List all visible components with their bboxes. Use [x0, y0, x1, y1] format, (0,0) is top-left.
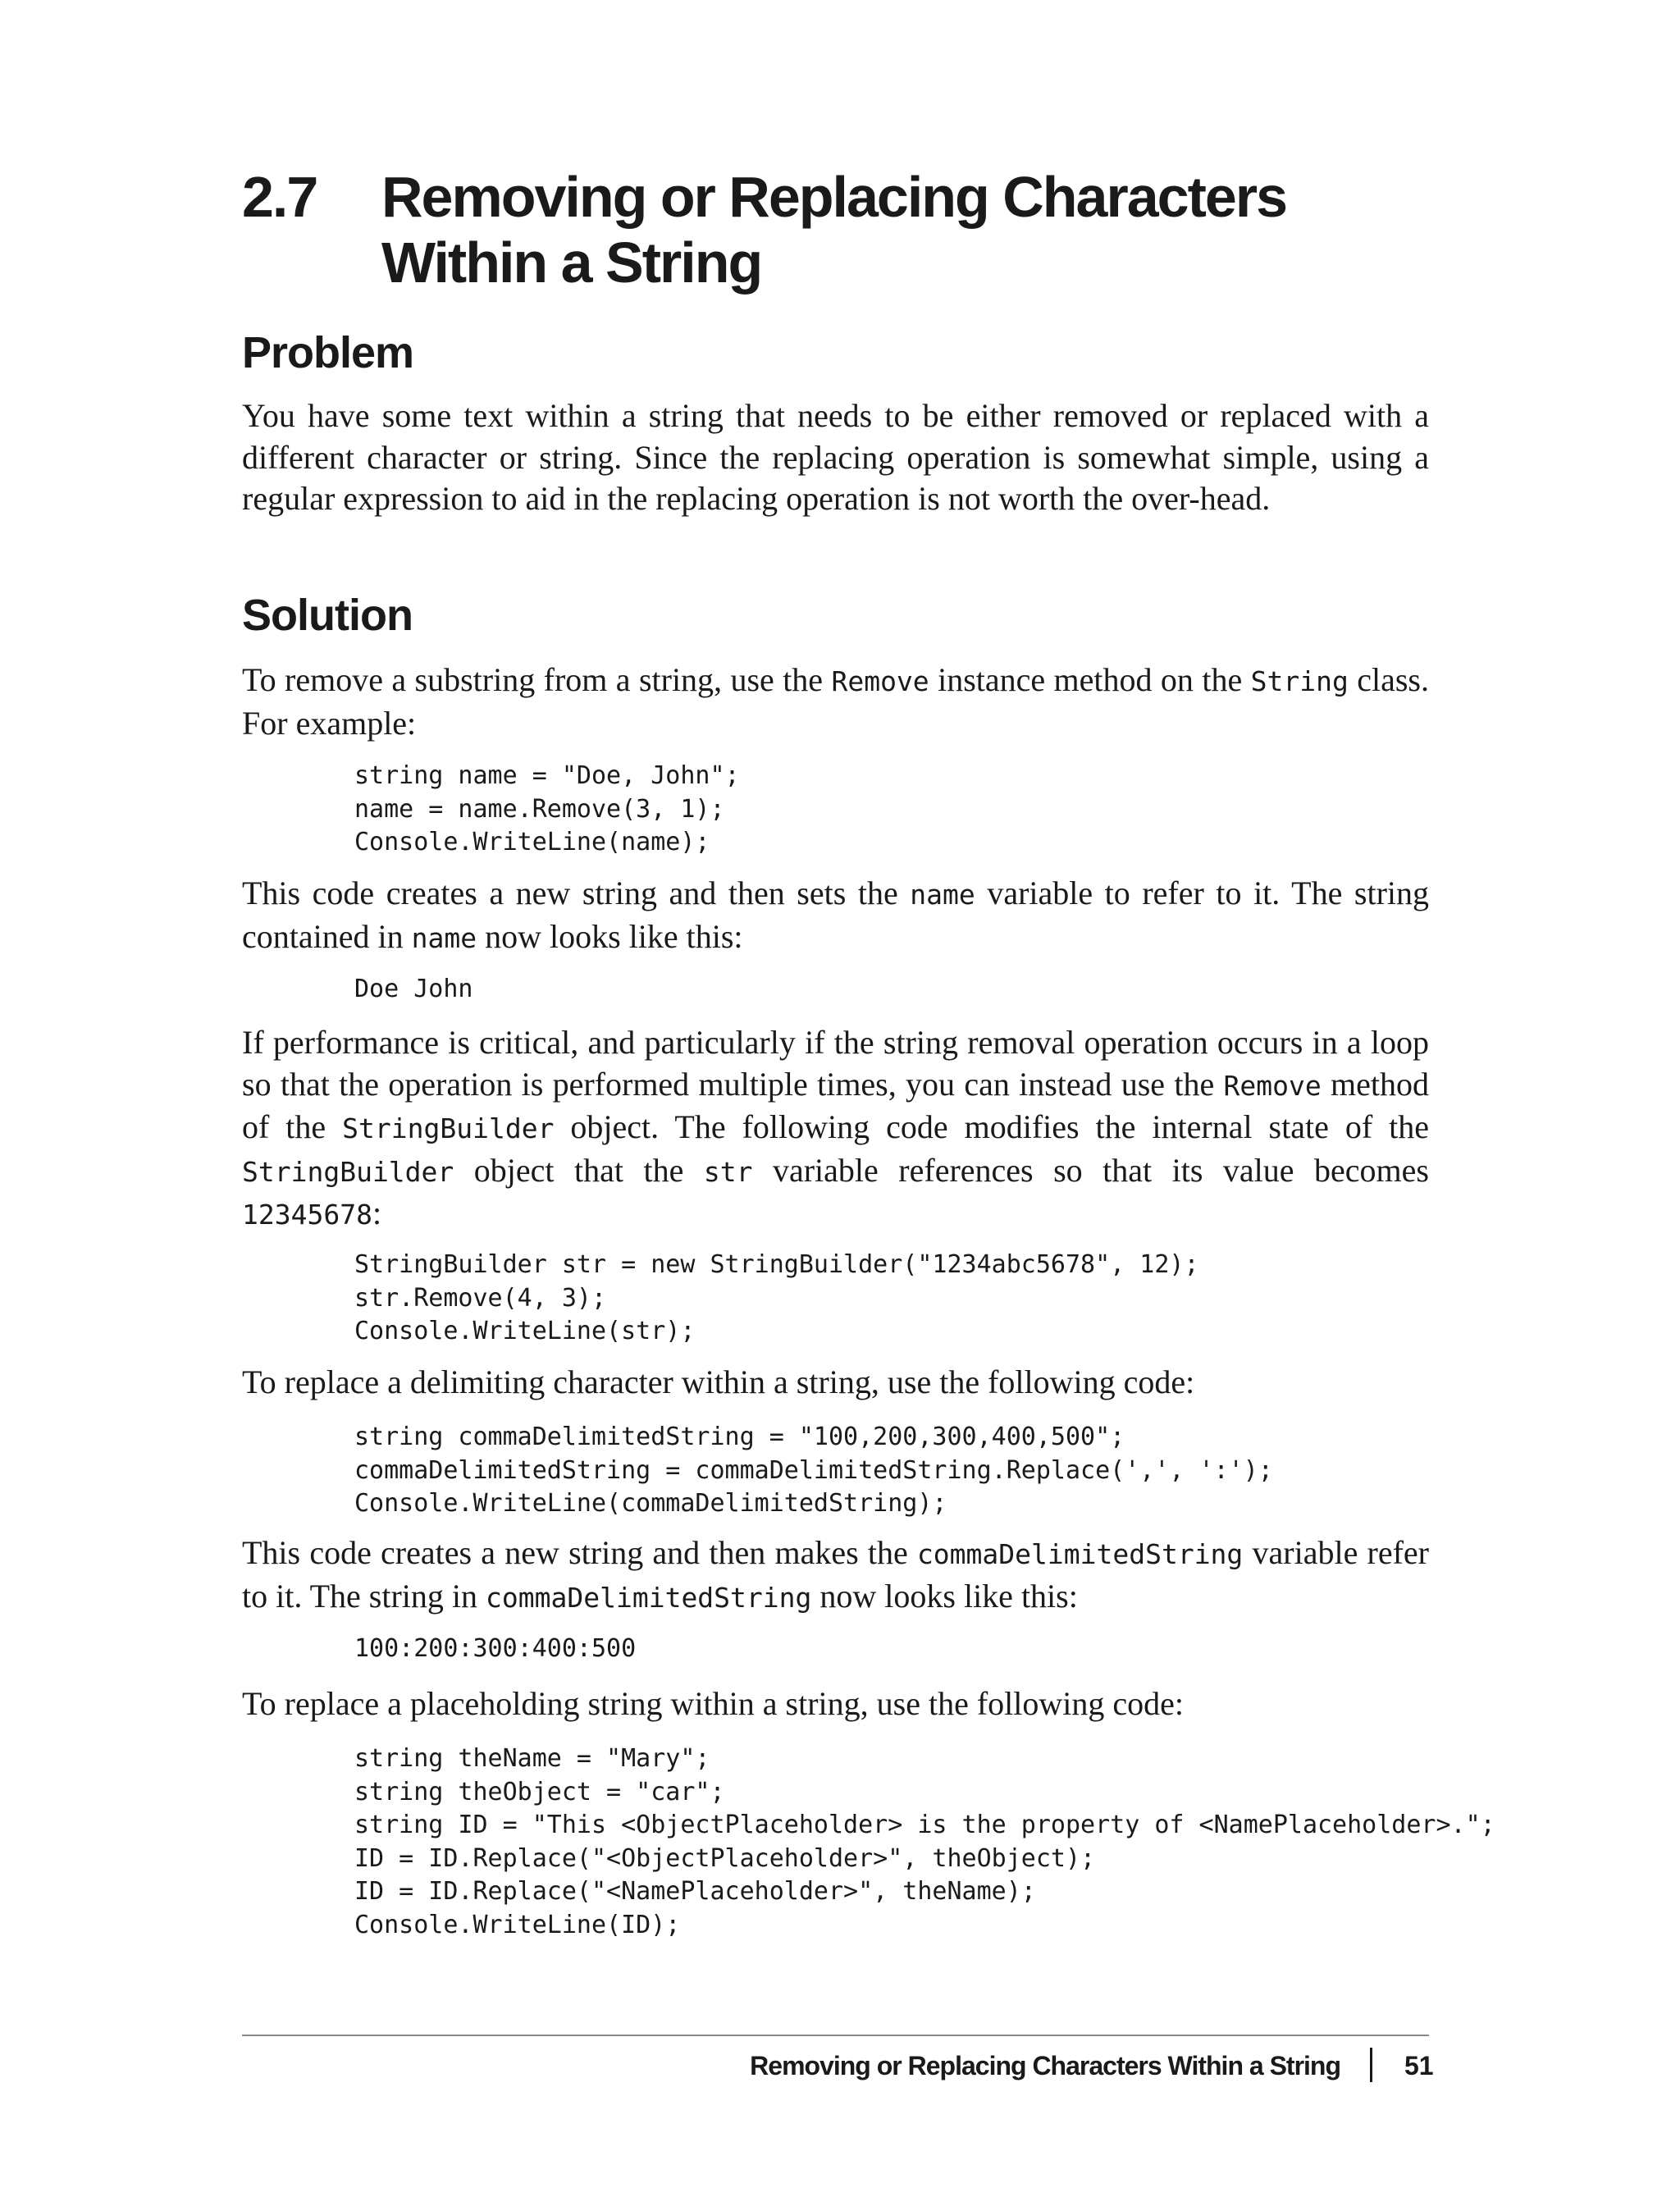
code-block-output-1: Doe John [354, 975, 473, 1003]
code-block-replace-string: string theName = "Mary"; string theObject = "car"; string ID = "This <ObjectPlaceholder> is the property of <NamePlaceholder>."; ID = ID.Replace("<ObjectPlaceholder>", theObject); ID = ID.Replace("<NamePlaceholder>", theName); Console.WriteLine(ID); [354, 1744, 1495, 1939]
footer-running-title: Removing or Replacing Characters Within a String [750, 2051, 1340, 2080]
inline-code: StringBuilder [342, 1112, 555, 1144]
inline-code: name [910, 879, 975, 911]
solution-paragraph-3 [242, 1022, 1429, 1236]
page-number: 51 [1404, 2051, 1434, 2080]
inline-code: 12345678 [242, 1199, 372, 1231]
text-run: now looks like this: [477, 917, 743, 955]
code-block-remove: string name = "Doe, John"; name = name.Remove(3, 1); Console.WriteLine(name); [354, 761, 740, 856]
footer-rule [242, 2035, 1429, 2036]
code-block-stringbuilder: StringBuilder str = new StringBuilder("1234abc5678", 12); str.Remove(4, 3); Console.WriteLine(str); [354, 1250, 1199, 1345]
inline-code: String [1250, 665, 1349, 697]
code-block-replace-char: string commaDelimitedString = "100,200,300,400,500"; commaDelimitedString = commaDelimitedString.Replace(',', ':'); Console.WriteLine(commaDelimitedString); [354, 1423, 1273, 1518]
inline-code: commaDelimitedString [916, 1538, 1244, 1570]
solution-paragraph-4: To replace a delimiting character within a string, use the following code: [242, 1363, 1195, 1400]
text-run: class. For example: [242, 661, 1430, 742]
footer-separator [1370, 2048, 1372, 2082]
text-run: To remove a substring from a string, use the [242, 661, 832, 698]
inline-code: commaDelimitedString [486, 1581, 812, 1614]
solution-paragraph-5 [242, 1532, 1429, 1619]
inline-code: name [411, 921, 477, 954]
inline-code: Remove [831, 665, 929, 697]
inline-code: str [703, 1155, 753, 1188]
text-run: variable references so that its value becomes [752, 1151, 1429, 1189]
solution-paragraph-1 [242, 660, 1429, 744]
text-run: instance method on the [929, 661, 1251, 698]
text-run: This code creates a new string and then makes the [242, 1534, 917, 1571]
text-run: method of the [242, 1065, 1429, 1145]
text-run: variable to refer to it. The string contained in [242, 875, 1429, 955]
code-block-output-2: 100:200:300:400:500 [354, 1634, 637, 1663]
text-run: : [372, 1194, 382, 1231]
problem-heading: Problem [242, 328, 414, 377]
solution-paragraph-2 [242, 873, 1429, 959]
section-title: Removing or Replacing Characters Within a String [381, 165, 1286, 295]
section-number: 2.7 [242, 165, 317, 229]
problem-paragraph: You have some text within a string that needs to be either removed or replaced with a different character or string. Since the replacing operation is somewhat simple, using a regular expression to aid in the replacing operation is not worth the over-head. [242, 397, 1429, 517]
text-run: If performance is critical, and particularly if the string removal operation occurs in a loop so that the operation is performed multiple times, you can instead use the [242, 1024, 1429, 1103]
solution-heading: Solution [242, 591, 413, 640]
text-run: object. The following code modifies the internal state of the [554, 1108, 1429, 1145]
solution-paragraph-6: To replace a placeholding string within a string, use the following code: [242, 1685, 1185, 1722]
inline-code: Remove [1223, 1069, 1322, 1102]
text-run: object that the [454, 1151, 704, 1189]
text-run: This code creates a new string and then sets the [242, 875, 911, 911]
text-run: variable refer to it. The string in [242, 1534, 1429, 1615]
inline-code: StringBuilder [242, 1155, 454, 1188]
text-run: now looks like this: [811, 1577, 1078, 1615]
